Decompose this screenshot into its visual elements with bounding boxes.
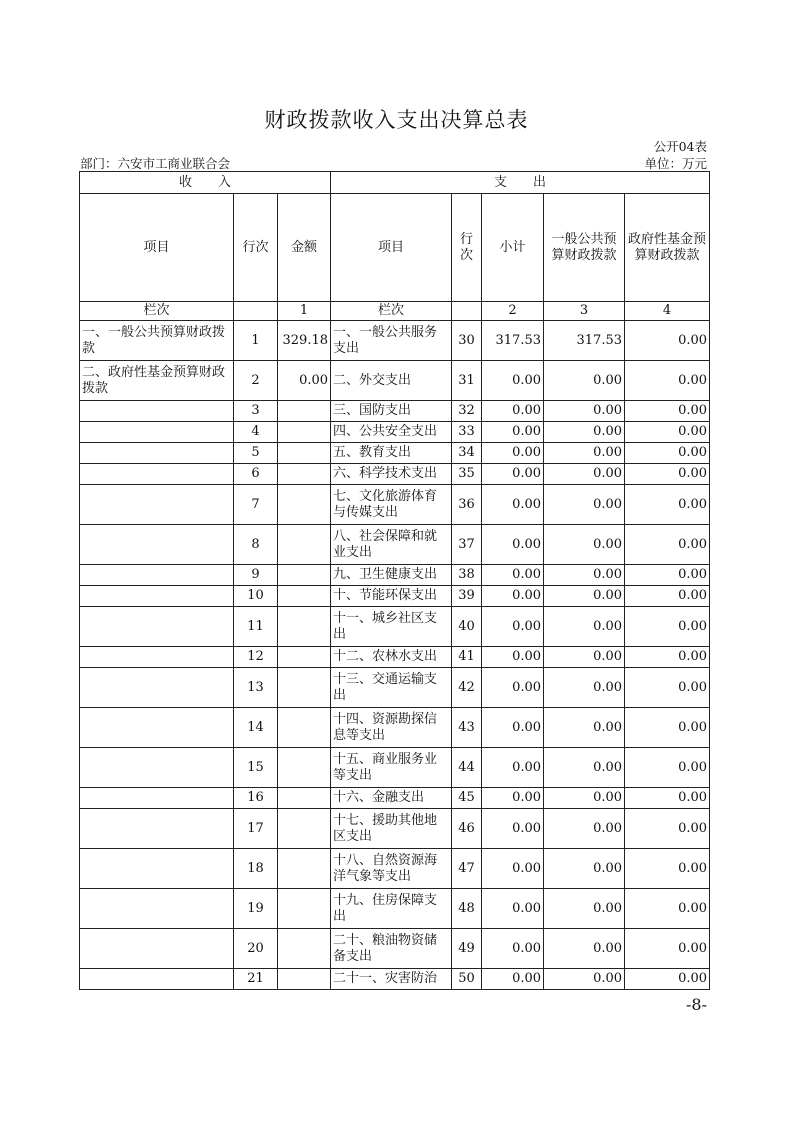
line-cell: 16 [234,788,278,809]
general-budget-cell: 0.00 [544,443,625,464]
general-budget-header: 一般公共预算财政拨款 [544,194,625,302]
gov-fund-cell: 0.00 [625,443,710,464]
expense-item-cell: 四、公共安全支出 [331,422,452,443]
subtotal-cell: 0.00 [482,929,544,969]
expense-item-header: 项目 [331,194,452,302]
amount-cell [278,485,331,525]
gov-fund-cell: 0.00 [625,321,710,361]
amount-cell [278,809,331,849]
table-row [80,464,710,485]
gov-fund-cell: 0.00 [625,809,710,849]
expense-item-cell: 二十、粮油物资储备支出 [331,929,452,969]
form-number: 公开04表 [653,139,707,154]
expense-item-cell: 十三、交通运输支出 [331,668,452,708]
page-number: -8- [686,995,707,1014]
table-row [80,586,710,607]
line-cell: 3 [234,401,278,422]
gov-fund-cell: 0.00 [625,401,710,422]
gov-fund-cell: 0.00 [625,607,710,647]
line-cell: 10 [234,586,278,607]
subtotal-cell: 0.00 [482,748,544,788]
income-item-cell [80,443,234,464]
subtotal-cell: 0.00 [482,485,544,525]
expense-item-cell: 六、科学技术支出 [331,464,452,485]
table-row [80,361,710,401]
expense-line-cell: 48 [452,889,482,929]
expense-item-cell: 十八、自然资源海洋气象等支出 [331,849,452,889]
gov-fund-cell: 0.00 [625,889,710,929]
table-row [80,788,710,809]
line-cell: 12 [234,647,278,668]
subtotal-cell: 0.00 [482,809,544,849]
general-budget-cell: 0.00 [544,748,625,788]
subtotal-cell: 0.00 [482,525,544,565]
gov-fund-cell: 0.00 [625,485,710,525]
line-cell: 18 [234,849,278,889]
income-item-cell [80,809,234,849]
expense-line-cell: 38 [452,565,482,586]
amount-cell [278,708,331,748]
gov-fund-cell: 0.00 [625,422,710,443]
gov-fund-cell: 0.00 [625,788,710,809]
general-budget-cell: 0.00 [544,969,625,990]
expense-item-cell: 七、文化旅游体育与传媒支出 [331,485,452,525]
subtotal-cell: 0.00 [482,708,544,748]
subtotal-cell: 0.00 [482,668,544,708]
table-row [80,889,710,929]
expense-line-cell: 33 [452,422,482,443]
table-row [80,969,710,990]
income-item-cell [80,889,234,929]
subtotal-cell: 0.00 [482,607,544,647]
expense-item-cell: 三、国防支出 [331,401,452,422]
table-row [80,929,710,969]
gov-fund-header: 政府性基金预算财政拨款 [625,194,710,302]
expense-line-cell: 40 [452,607,482,647]
line-cell: 17 [234,809,278,849]
expense-item-cell: 十六、金融支出 [331,788,452,809]
income-item-cell [80,464,234,485]
unit-label: 单位：万元 [644,156,707,171]
expense-line-cell: 41 [452,647,482,668]
expense-item-cell: 一、一般公共服务支出 [331,321,452,361]
table-row [80,607,710,647]
income-item-cell [80,748,234,788]
expense-item-cell: 十五、商业服务业等支出 [331,748,452,788]
general-budget-cell: 0.00 [544,485,625,525]
income-item-cell [80,788,234,809]
income-item-cell [80,929,234,969]
expense-line-cell: 44 [452,748,482,788]
expense-line-cell: 30 [452,321,482,361]
subtotal-cell: 0.00 [482,849,544,889]
gov-fund-cell: 0.00 [625,464,710,485]
expense-line-cell: 45 [452,788,482,809]
gov-fund-cell: 0.00 [625,748,710,788]
gov-fund-cell: 0.00 [625,525,710,565]
income-item-cell [80,849,234,889]
amount-cell: 0.00 [278,361,331,401]
amount-cell [278,929,331,969]
income-item-cell [80,969,234,990]
income-item-cell [80,485,234,525]
expense-item-cell: 十、节能环保支出 [331,586,452,607]
department-label: 部门：六安市工商业联合会 [80,156,231,171]
table-row [80,647,710,668]
income-item-cell [80,525,234,565]
line-cell: 19 [234,889,278,929]
general-budget-cell: 0.00 [544,889,625,929]
subtotal-cell: 0.00 [482,401,544,422]
amount-cell [278,464,331,485]
gov-fund-cell: 0.00 [625,849,710,889]
line-cell: 5 [234,443,278,464]
col-2: 2 [482,302,544,321]
general-budget-cell: 317.53 [544,321,625,361]
line-cell: 13 [234,668,278,708]
income-item-cell [80,586,234,607]
table-row [80,748,710,788]
line-cell: 15 [234,748,278,788]
subtotal-cell: 0.00 [482,586,544,607]
line-cell: 11 [234,607,278,647]
amount-cell [278,849,331,889]
expense-item-cell: 九、卫生健康支出 [331,565,452,586]
general-budget-cell: 0.00 [544,525,625,565]
subtotal-cell: 0.00 [482,361,544,401]
table-row [80,565,710,586]
table-row [80,849,710,889]
line-cell: 6 [234,464,278,485]
col-label-expense: 栏次 [331,302,452,321]
general-budget-cell: 0.00 [544,422,625,443]
amount-cell [278,422,331,443]
general-budget-cell: 0.00 [544,809,625,849]
general-budget-cell: 0.00 [544,849,625,889]
table-row [80,443,710,464]
amount-header: 金额 [278,194,331,302]
subtotal-cell: 317.53 [482,321,544,361]
amount-cell [278,401,331,422]
expense-line-cell: 39 [452,586,482,607]
line-cell: 2 [234,361,278,401]
general-budget-cell: 0.00 [544,929,625,969]
expense-header: 支 出 [331,172,710,194]
line-cell: 21 [234,969,278,990]
expense-row-header: 行次 [452,194,482,302]
table-row [80,708,710,748]
amount-cell [278,647,331,668]
budget-table [79,171,710,990]
gov-fund-cell: 0.00 [625,647,710,668]
general-budget-cell: 0.00 [544,708,625,748]
expense-item-cell: 二、外交支出 [331,361,452,401]
col-3: 3 [544,302,625,321]
expense-line-cell: 32 [452,401,482,422]
line-cell: 1 [234,321,278,361]
expense-line-cell: 42 [452,668,482,708]
col-1: 1 [278,302,331,321]
income-item-cell [80,668,234,708]
table-row [80,668,710,708]
income-header: 收 入 [80,172,331,194]
line-cell: 8 [234,525,278,565]
expense-line-cell: 36 [452,485,482,525]
expense-item-cell: 十一、城乡社区支出 [331,607,452,647]
amount-cell [278,586,331,607]
income-item-cell [80,607,234,647]
income-item-cell [80,708,234,748]
income-item-cell: 二、政府性基金预算财政拨款 [80,361,234,401]
income-item-cell [80,422,234,443]
expense-item-cell: 十二、农林水支出 [331,647,452,668]
gov-fund-cell: 0.00 [625,586,710,607]
gov-fund-cell: 0.00 [625,565,710,586]
page-title: 财政拨款收入支出决算总表 [264,108,529,132]
expense-item-cell: 二十一、灾害防治 [331,969,452,990]
gov-fund-cell: 0.00 [625,969,710,990]
col-blank [234,302,278,321]
amount-cell [278,889,331,929]
expense-line-cell: 31 [452,361,482,401]
expense-line-cell: 50 [452,969,482,990]
expense-line-cell: 35 [452,464,482,485]
table-row [80,485,710,525]
expense-line-cell: 49 [452,929,482,969]
expense-item-cell: 十九、住房保障支出 [331,889,452,929]
income-item-cell [80,401,234,422]
expense-line-cell: 46 [452,809,482,849]
general-budget-cell: 0.00 [544,361,625,401]
income-row-header: 行次 [234,194,278,302]
expense-line-cell: 47 [452,849,482,889]
general-budget-cell: 0.00 [544,647,625,668]
col-label-income: 栏次 [80,302,234,321]
subtotal-cell: 0.00 [482,443,544,464]
amount-cell [278,565,331,586]
subtotal-cell: 0.00 [482,647,544,668]
subtotal-cell: 0.00 [482,565,544,586]
general-budget-cell: 0.00 [544,401,625,422]
line-cell: 20 [234,929,278,969]
expense-line-cell: 34 [452,443,482,464]
gov-fund-cell: 0.00 [625,929,710,969]
amount-cell [278,443,331,464]
expense-item-cell: 十四、资源勘探信息等支出 [331,708,452,748]
line-cell: 14 [234,708,278,748]
subtotal-header: 小计 [482,194,544,302]
col-4: 4 [625,302,710,321]
gov-fund-cell: 0.00 [625,668,710,708]
subtotal-cell: 0.00 [482,889,544,929]
gov-fund-cell: 0.00 [625,361,710,401]
table-row [80,401,710,422]
subtotal-cell: 0.00 [482,969,544,990]
expense-item-cell: 五、教育支出 [331,443,452,464]
income-item-cell [80,647,234,668]
line-cell: 7 [234,485,278,525]
amount-cell [278,668,331,708]
line-cell: 9 [234,565,278,586]
general-budget-cell: 0.00 [544,586,625,607]
income-item-cell [80,565,234,586]
general-budget-cell: 0.00 [544,565,625,586]
amount-cell [278,748,331,788]
subtotal-cell: 0.00 [482,422,544,443]
col-blank-2 [452,302,482,321]
amount-cell [278,788,331,809]
general-budget-cell: 0.00 [544,464,625,485]
expense-item-cell: 十七、援助其他地区支出 [331,809,452,849]
income-item-cell: 一、一般公共预算财政拨款 [80,321,234,361]
amount-cell: 329.18 [278,321,331,361]
amount-cell [278,969,331,990]
expense-line-cell: 37 [452,525,482,565]
subtotal-cell: 0.00 [482,464,544,485]
general-budget-cell: 0.00 [544,668,625,708]
income-item-header: 项目 [80,194,234,302]
general-budget-cell: 0.00 [544,607,625,647]
table-row [80,321,710,361]
expense-line-cell: 43 [452,708,482,748]
table-row [80,525,710,565]
table-row [80,422,710,443]
gov-fund-cell: 0.00 [625,708,710,748]
general-budget-cell: 0.00 [544,788,625,809]
table-row [80,809,710,849]
line-cell: 4 [234,422,278,443]
subtotal-cell: 0.00 [482,788,544,809]
expense-item-cell: 八、社会保障和就业支出 [331,525,452,565]
amount-cell [278,607,331,647]
amount-cell [278,525,331,565]
